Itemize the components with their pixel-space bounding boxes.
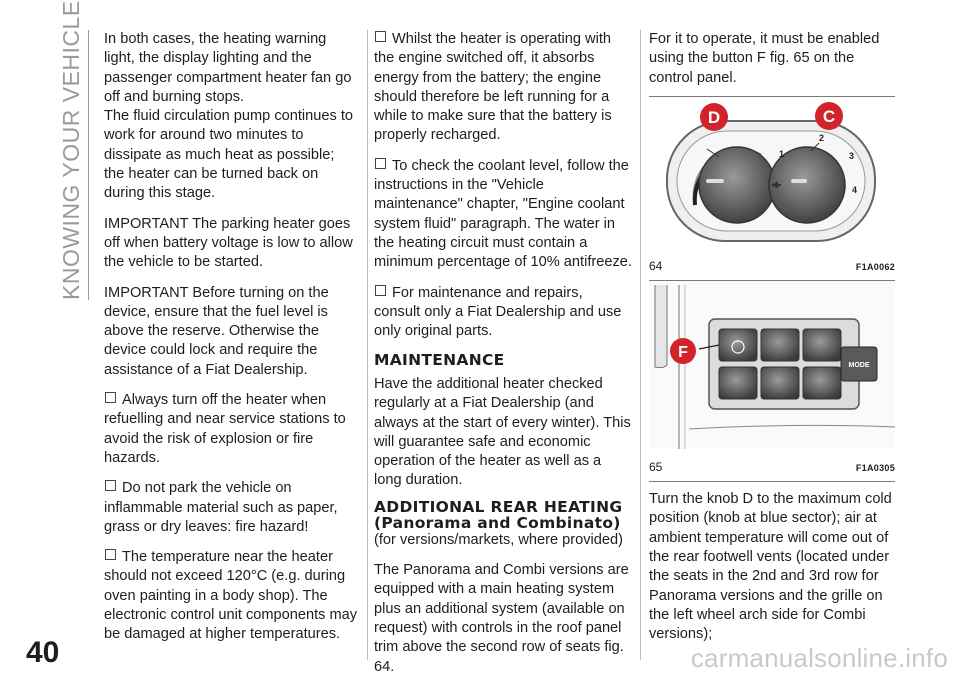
callout-c-label: C: [822, 106, 836, 126]
figure-64: [649, 96, 895, 282]
important-note: IMPORTANT The parking heater goes off when battery voltage is low to allow the vehicle to be started.: [104, 215, 353, 271]
paragraph: In both cases, the heating warning light, the display lighting and the passenger compartment heater fan go off and burning stops.: [104, 31, 352, 105]
figure-65: [649, 281, 895, 482]
checkbox-bullet-icon: [375, 31, 386, 42]
figure-number: 64: [649, 259, 663, 274]
paragraph: The fluid circulation pump continues to work for around two minutes to dissipate as much heat as possible; the heater can be turned back on during this stage.: [104, 108, 354, 202]
watermark: carmanualsonline.info: [690, 643, 948, 673]
bullet-item: Do not park the vehicle on inflammable material such as paper, grass or dry leaves: fire hazard!: [104, 480, 338, 535]
figure-code: F1A0305: [855, 462, 895, 473]
text-column-3: [649, 30, 899, 655]
section-title: KNOWING YOUR VEHICLE: [58, 0, 84, 300]
heading-rear-heating: ADDITIONAL REAR HEATING (Panorama and Combinato): [374, 497, 623, 532]
checkbox-bullet-icon: [105, 549, 116, 560]
column-divider: [367, 30, 368, 660]
position-label: 4: [852, 184, 858, 195]
availability-note: (for versions/markets, where provided): [374, 531, 623, 548]
bullet-item: Whilst the heater is operating with the engine switched off, it absorbs energy from the battery; the engine should therefore be left running for a while to make sure that the battery is properly recharged.: [374, 31, 612, 144]
position-label: 1: [779, 148, 785, 159]
position-label: 3: [849, 150, 855, 161]
figure-caption: [649, 456, 895, 482]
figure-caption: [649, 255, 895, 281]
control-panel-illustration: [649, 281, 895, 449]
paragraph: For it to operate, it must be enabled using the button F fig. 65 on the control panel.: [649, 31, 880, 86]
paragraph: Turn the knob D to the maximum cold position (knob at blue sector); air at ambient temperature will come out of the rear footwell vents (located under the seats in the 2nd and 3rd row for Panorama versions and the grille on the left wheel arch side for Combi versions);: [649, 491, 892, 643]
important-note: IMPORTANT Before turning on the device, ensure that the fuel level is above the reserve. Otherwise the device could lock and require the assistance of a Fiat Dealership.: [104, 284, 329, 378]
figure-number: 65: [649, 459, 663, 474]
rear-heater-knobs-illustration: [649, 97, 895, 249]
position-label: 2: [819, 132, 825, 143]
text-column-1: [104, 30, 358, 656]
paragraph: The Panorama and Combi versions are equipped with a main heating system plus an additional system (available on request) with controls in the roof panel trim above the second row of seats fig. 64.: [374, 562, 629, 675]
checkbox-bullet-icon: [375, 285, 386, 296]
bullet-item: To check the coolant level, follow the instructions in the "Vehicle maintenance" chapter, "Engine coolant system fluid" paragraph. The water in the heating circuit must contain a minimum percentage of 10% antifreeze.: [374, 157, 632, 271]
checkbox-bullet-icon: [375, 158, 386, 169]
bullet-item: The temperature near the heater should not exceed 120°C (e.g. during oven painting in a body shop). The electronic control unit components may be damaged at higher temperatures.: [104, 549, 358, 643]
page-number: 40: [26, 636, 60, 669]
column-divider: [640, 30, 641, 660]
bullet-item: Always turn off the heater when refuelling and near service stations to avoid the risk of explosion or fire hazards.: [104, 392, 346, 466]
paragraph: Have the additional heater checked regularly at a Fiat Dealership (and always at the start of every winter). This will guarantee safe and economic operation of the heater as well as a long duration.: [374, 375, 631, 489]
figure-code: F1A0062: [855, 262, 895, 273]
heading-maintenance: MAINTENANCE: [374, 351, 505, 370]
callout-d-label: D: [707, 107, 721, 127]
text-column-2: [374, 30, 632, 688]
checkbox-bullet-icon: [105, 392, 116, 403]
section-title-rule: [88, 30, 89, 300]
mode-button-label: MODE: [848, 362, 870, 370]
callout-f-label: F: [678, 344, 688, 362]
bullet-item: For maintenance and repairs, consult only a Fiat Dealership and use only original parts.: [374, 284, 622, 340]
checkbox-bullet-icon: [105, 480, 116, 491]
